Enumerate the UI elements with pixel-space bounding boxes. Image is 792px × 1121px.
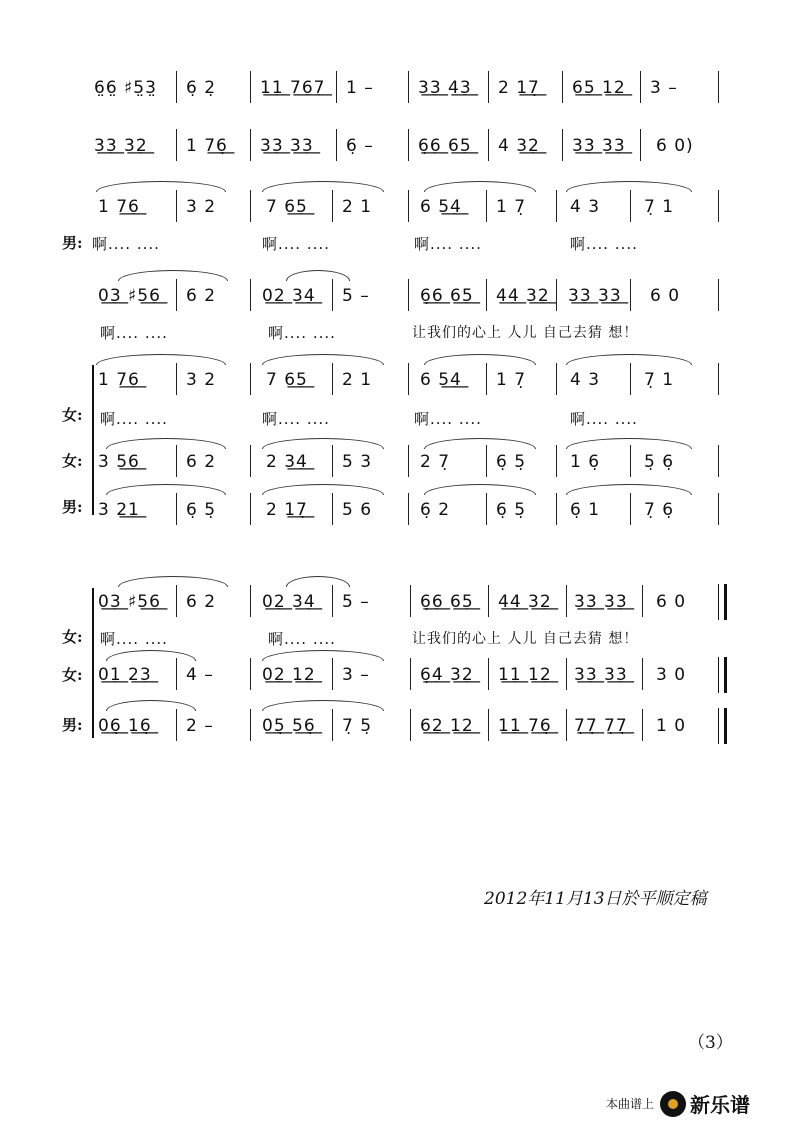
measure: 4 3͟2͟ <box>498 136 540 156</box>
measure: 6 0 <box>656 592 687 612</box>
part-label-male: 男: <box>62 498 83 516</box>
lyric: 啊.... .... <box>100 324 168 342</box>
final-barline <box>718 708 727 744</box>
measure: 2 1͟7̣͟ <box>498 78 540 98</box>
measure: 3͟3͟ 3͟3͟ <box>260 136 314 156</box>
measure: 7 6͟5͟ <box>266 370 308 390</box>
measure: 1͟1͟ 1͟2͟ <box>498 665 552 685</box>
staff-row-5 <box>90 365 730 395</box>
final-barline <box>718 657 727 693</box>
measure: 3͟3͟ 4͟3͟ <box>418 78 472 98</box>
measure: 6 5͟4͟ <box>420 197 462 217</box>
measure: 1 0 <box>656 716 687 736</box>
measure: 7̣ 6̣ <box>644 500 675 520</box>
measure: 6͟5͟ 1͟2͟ <box>572 78 626 98</box>
measure: 1͟1͟ 7͟6̣͟ <box>498 716 552 736</box>
measure: 6 0) <box>656 136 694 156</box>
measure: 3͟3͟ 3͟2͟ <box>94 136 148 156</box>
measure: 6̣ 2 <box>420 500 451 520</box>
lyric: 啊.... .... <box>92 235 160 253</box>
measure: 5̣ 6̣ <box>644 452 675 472</box>
measure: 3 5͟6͟ <box>98 452 140 472</box>
lyric: 啊.... .... <box>100 630 168 648</box>
part-label-female: 女: <box>62 406 83 424</box>
measure: 6̣͟6͟ 6͟5͟ <box>420 286 474 306</box>
measure: 6̣ 1 <box>570 500 601 520</box>
measure: 7̣ 1 <box>644 197 675 217</box>
measure: 3 2 <box>186 370 217 390</box>
measure: 6 2 <box>186 452 217 472</box>
measure: 3 – <box>342 665 370 685</box>
vinyl-logo-icon <box>660 1091 686 1117</box>
lyric: 啊.... .... <box>268 324 336 342</box>
staff-row-4 <box>90 281 730 311</box>
brand-name: 新乐谱 <box>690 1093 751 1117</box>
measure: 0͟6̣͟ 1͟6̣͟ <box>98 716 152 736</box>
lyric: 啊.... .... <box>268 630 336 648</box>
staff-row-6 <box>90 447 730 477</box>
measure: 6̣ – <box>346 136 374 156</box>
measure: 4͟4͟ 3͟2͟ <box>496 286 550 306</box>
part-label-male: 男: <box>62 716 83 734</box>
measure: 2 7̣ <box>420 452 451 472</box>
measure: 7̣ 1 <box>644 370 675 390</box>
lyric: 啊.... .... <box>414 410 482 428</box>
measure: 6̤6̤ ♯5̤3̤ <box>94 78 157 98</box>
footer-text: 本曲谱上 <box>606 1097 655 1111</box>
measure: 7̣͟7̣͟ 7̣͟7̣͟ <box>574 716 628 736</box>
measure: 0͟2͟ 3͟4͟ <box>262 592 316 612</box>
measure: 1 7͟6͟ <box>98 197 140 217</box>
measure: 2 – <box>186 716 214 736</box>
staff-row-8 <box>90 587 730 617</box>
measure: 6͟2͟ 1͟2͟ <box>420 716 474 736</box>
staff-row-3 <box>90 192 730 222</box>
measure: 7 6͟5͟ <box>266 197 308 217</box>
measure: 3͟3͟ 3͟3͟ <box>568 286 622 306</box>
part-label-female: 女: <box>62 452 83 470</box>
measure: 6 2 <box>186 592 217 612</box>
measure: 3 2 <box>186 197 217 217</box>
measure: 6̣ 5̣ <box>496 452 527 472</box>
measure: 7̣ 5̣ <box>342 716 373 736</box>
staff-row-1 <box>90 73 730 103</box>
staff-row-2 <box>90 131 730 161</box>
staff-row-9 <box>90 660 730 690</box>
measure: 6 0 <box>650 286 681 306</box>
measure: 1 7̣ <box>496 197 527 217</box>
measure: 6̣͟6͟ 6͟5͟ <box>418 136 472 156</box>
part-label-female: 女: <box>62 628 83 646</box>
measure: 5 – <box>342 286 370 306</box>
lyric: 啊.... .... <box>262 235 330 253</box>
measure: 1 7̣ <box>496 370 527 390</box>
lyric: 啊.... .... <box>262 410 330 428</box>
part-label-female: 女: <box>62 666 83 684</box>
measure: 0͟2͟ 3͟4͟ <box>262 286 316 306</box>
measure: 6̣͟6͟ 6͟5͟ <box>420 592 474 612</box>
measure: 6̣ 5̣ <box>496 500 527 520</box>
measure: 3 – <box>650 78 678 98</box>
measure: 0͟1͟ 2͟3͟ <box>98 665 152 685</box>
page-number: （3） <box>688 1033 733 1053</box>
measure: 5 6 <box>342 500 373 520</box>
lyric: 啊.... .... <box>570 410 638 428</box>
measure: 3 2͟1͟ <box>98 500 140 520</box>
measure: 3͟3͟ 3͟3͟ <box>574 592 628 612</box>
signature-date: 2012年11月13日於平顺定稿 <box>484 889 707 909</box>
lyric: 啊.... .... <box>414 235 482 253</box>
lyric: 啊.... .... <box>570 235 638 253</box>
measure: 5 3 <box>342 452 373 472</box>
measure: 4 – <box>186 665 214 685</box>
measure: 6̣ 5̣ <box>186 500 217 520</box>
measure: 2 1͟7̣͟ <box>266 500 308 520</box>
measure: 2 1 <box>342 370 373 390</box>
measure: 2 1 <box>342 197 373 217</box>
measure: 2 3͟4͟ <box>266 452 308 472</box>
lyric: 让我们的心上 人儿 自己去猜 想！ <box>412 325 639 341</box>
measure: 0͟3͟ ♯5͟6͟ <box>98 286 161 306</box>
measure: 6 5͟4͟ <box>420 370 462 390</box>
staff-row-7 <box>90 495 730 525</box>
measure: 5 – <box>342 592 370 612</box>
final-barline <box>718 584 727 620</box>
measure: 4͟4͟ 3͟2͟ <box>498 592 552 612</box>
part-label-male: 男: <box>62 234 83 252</box>
measure: 1 6̣ <box>570 452 601 472</box>
measure: 6̣ 2̣ <box>186 78 217 98</box>
lyric: 啊.... .... <box>100 410 168 428</box>
measure: 1͟1͟ 7͟6͟7͟ <box>260 78 326 98</box>
staff-row-10 <box>90 711 730 741</box>
measure: 3͟3͟ 3͟3͟ <box>574 665 628 685</box>
measure: 3͟3͟ 3͟3͟ <box>572 136 626 156</box>
measure: 0͟2͟ 1͟2͟ <box>262 665 316 685</box>
measure: 0͟3͟ ♯5͟6͟ <box>98 592 161 612</box>
measure: 1 7͟6̣͟ <box>186 136 228 156</box>
footer-brand <box>606 1089 750 1118</box>
measure: 6 2 <box>186 286 217 306</box>
measure: 0͟5̣͟ 5͟6̣͟ <box>262 716 316 736</box>
measure: 1 – <box>346 78 374 98</box>
measure: 4 3 <box>570 370 601 390</box>
measure: 3 0 <box>656 665 687 685</box>
measure: 1 7͟6͟ <box>98 370 140 390</box>
measure: 4 3 <box>570 197 601 217</box>
measure: 6̣͟4͟ 3͟2͟ <box>420 665 474 685</box>
lyric: 让我们的心上 人儿 自己去猜 想！ <box>412 631 639 647</box>
